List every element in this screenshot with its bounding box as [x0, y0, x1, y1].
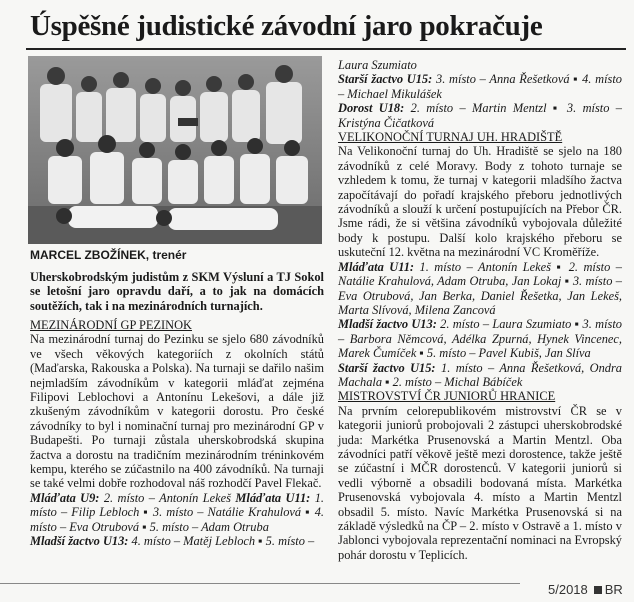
results-velikonocni: [338, 260, 622, 390]
section-title-mcr-juniori: MISTROVSTVÍ ČR JUNIORŮ HRANICE: [338, 389, 556, 404]
brand-label: BR: [604, 582, 623, 597]
section-body-velikonocni: Na Velikonoční turnaj do Uh. Hradiště se sjelo na 180 závodníků z celé Moravy. Body z tohoto turnaje se vzhledem k tomu, že turnaj v kategorii mladšího žactva započítávají do pořadí krajského přeboru jednotlivých závodníků a slouží k určení postupujících na Přebor ČR. Jsme rádi, že si většina závodníků vybojovala důležité body k postupu. Další kolo krajského přeboru se uskuteční 12. května na mezinárodní VC Kroměříže.: [338, 144, 622, 260]
result-category: Mláďata U9:: [30, 490, 100, 505]
section-title-gp-pezinok: MEZINÁRODNÍ GP PEZINOK: [30, 318, 192, 332]
section-body-mcr-juniori: Na prvním celorepublikovém mistrovství ČR se v kategorii juniorů probojovali 2 zástupci uherskobrodské juda: Markétka Prusenovská a Martin Mentzl. Oba závodníci patří věkově ještě mezi dorostence, takže ještě se zúčastní i MČR dorostenců. V kategorii juniorů si vedli výborně a obsadili bodovaná místa. Markétka Prusenovská vybojovala 4. místo a Martin Mentzl obsadil 5. místo. Navíc Markétka Prusenovská si na základě výsledků na ČP – 2. místo v Ostravě a 1. místo v Jablonci vybojovala reprezentační nominaci na Evropský pohár dorostu v Teplicích.: [338, 403, 622, 562]
result-text: 2. místo – Laura Szumiato ▪ 3. místo – Barbora Němcová, Adélka Zpurná, Hynek Vincenec, Marek Čumíček ▪ 5. místo – Pavel Kubiš, Jan Slíva: [338, 317, 622, 361]
result-text: 2. místo – Martin Mentzl ▪ 3. místo – Kristýna Čičatková: [338, 101, 622, 130]
result-text: 1. místo – Anna Řešetková, Ondra Machala ▪ 2. místo – Michal Bábíček: [338, 360, 623, 389]
lead-paragraph: Uherskobrodským judistům z SKM Výsluní a TJ Sokol se letošní jaro opravdu daří, a to jak na domácích soutěžích, tak i na mezinárodních turnajích.: [30, 270, 324, 313]
footer-issue: [548, 582, 623, 597]
result-category: Dorost U18:: [338, 101, 405, 116]
result-text: 3. místo – Anna Řešetková ▪ 4. místo – Michael Mikulášek: [338, 72, 622, 101]
result-text: Laura Szumiato: [338, 58, 417, 72]
square-bullet-icon: [594, 586, 602, 594]
footer-rule: [0, 583, 520, 584]
result-text: 1. místo – Antonín Lekeš ▪ 2. místo – Natálie Krahulová, Adam Otruba, Jan Lokaj ▪ 3. místo – Eva Otrubová, Jan Berka, Daniel Řešetka, Jan Lekeš, Marta Slívová, Milena Zancová: [338, 259, 622, 317]
result-category: Starší žactvo U15:: [338, 72, 433, 87]
headline-rule: [26, 48, 626, 50]
photo-caption: MARCEL ZBOŽÍNEK, trenér: [30, 248, 187, 262]
column-left: [30, 318, 324, 549]
result-category: Starší žactvo U15:: [338, 360, 436, 375]
page-footer: [0, 578, 634, 602]
result-text: 4. místo – Matěj Lebloch ▪ 5. místo –: [128, 534, 315, 549]
result-category: Mláďata U11:: [235, 490, 311, 505]
headline: Úspěšné judistické závodní jaro pokračuje: [30, 10, 543, 42]
result-category: Mláďata U11:: [338, 259, 415, 274]
result-text: 1. místo – Filip Lebloch ▪ 3. místo – Natálie Krahulová ▪ 4. místo – Eva Otrubová ▪ 5. místo – Adam Otruba: [30, 490, 324, 534]
results-gp-pezinok-continued: [338, 58, 622, 130]
result-category: Mladší žactvo U13:: [338, 317, 437, 332]
column-right: [338, 58, 622, 562]
team-photo: [28, 56, 322, 244]
results-gp-pezinok: [30, 491, 324, 549]
section-body-gp-pezinok: Na mezinárodní turnaj do Pezinku se sjelo 680 závodníků ve všech věkových kategoriích z okolních států (Maďarska, Rakouska a Polska). Na turnaji se dařilo našim nejmladším závodníkům v kategorii mláďat zejména Filipovi Leblochovi a Antonínu Lekešovi, a dále již zkušeným závodníkům v kategorii dorostu. Pro české závodníky to byl i nominační turnaj pro mezinárodní GP v Budapešti. Po turnaji zůstala uherskobrodská skupina žactva a dorostu na tradičním mezinárodním tréninkovém kempu, kterého se zúčastnilo na 400 závodníků. Na turnaji se také velmi dobře rozhodoval náš rozhodčí Pavel Flekač.: [30, 332, 324, 491]
section-title-velikonocni: VELIKONOČNÍ TURNAJ UH. HRADIŠTĚ: [338, 130, 563, 145]
result-text: 2. místo – Antonín Lekeš: [99, 490, 236, 505]
issue-number: 5/2018: [548, 582, 588, 597]
result-category: Mladší žactvo U13:: [30, 534, 129, 549]
